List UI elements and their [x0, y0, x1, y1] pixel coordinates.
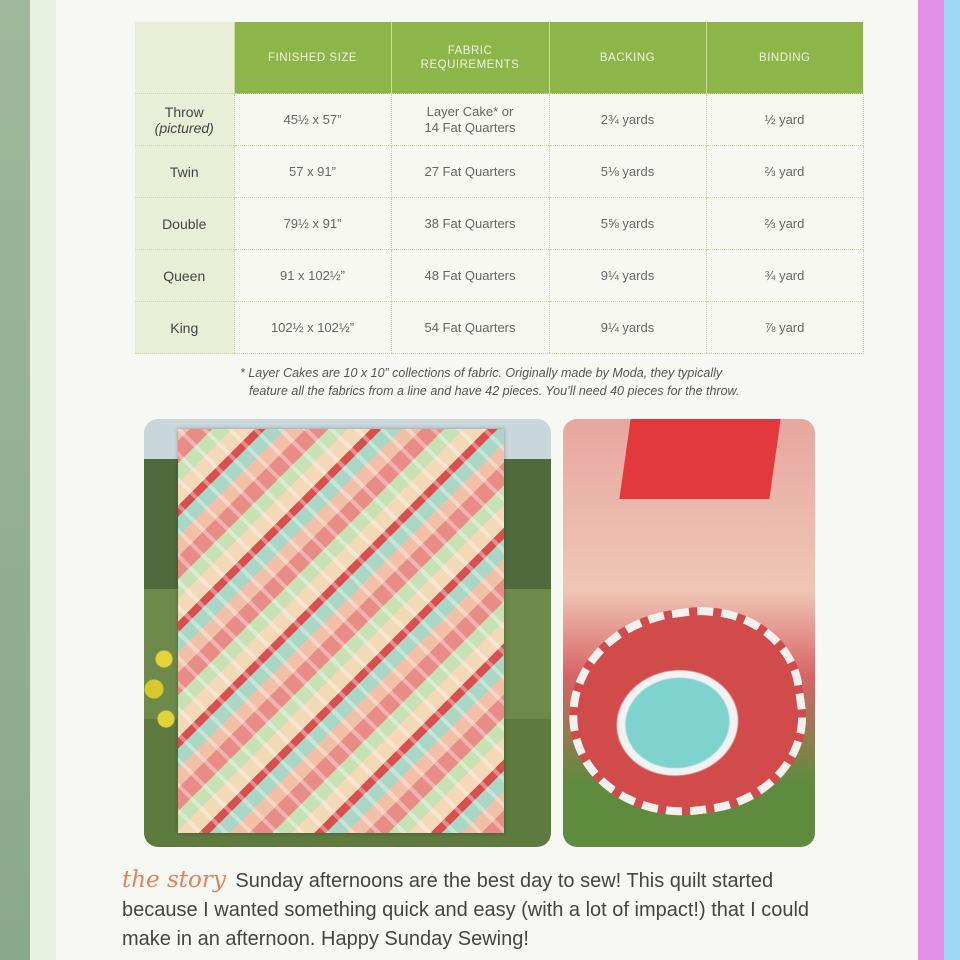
fabric-cell [391, 94, 549, 146]
table-row [135, 302, 863, 354]
finished-size-cell: 79½ x 91” [234, 198, 391, 250]
header-backing: BACKING [549, 22, 706, 94]
fabric-cell: 38 Fat Quarters [391, 198, 549, 250]
herringbone-quilt [178, 429, 504, 833]
table-row [135, 146, 863, 198]
finished-size-cell: 57 x 91” [234, 146, 391, 198]
table-row [135, 198, 863, 250]
row-name-cell [135, 94, 234, 146]
row-note: (pictured) [154, 119, 214, 136]
header-binding: BINDING [706, 22, 863, 94]
story-paragraph [122, 866, 842, 954]
rolled-quilt-photo [563, 419, 815, 847]
row-name-cell: Double [135, 198, 234, 250]
fabric-cell: 54 Fat Quarters [391, 302, 549, 354]
footnote-line-1: * Layer Cakes are 10 x 10” collections of fabric. Originally made by Moda, they typically [240, 366, 723, 380]
footnote-line-2: feature all the fabrics from a line and have 42 pieces. You’ll need 40 pieces for the throw. [249, 384, 740, 398]
right-border-strip-blue [944, 0, 960, 960]
finished-size-cell: 102½ x 102½” [234, 302, 391, 354]
table-row [135, 250, 863, 302]
backing-cell: 5⅝ yards [549, 198, 706, 250]
row-name-cell: Queen [135, 250, 234, 302]
row-name: Throw [164, 103, 204, 120]
fabric-cell: 27 Fat Quarters [391, 146, 549, 198]
finished-size-cell: 45½ x 57” [234, 94, 391, 146]
binding-cell: ¾ yard [706, 250, 863, 302]
left-border-strip-light [30, 0, 56, 960]
table-header-corner [135, 22, 234, 94]
story-text: Sunday afternoons are the best day to sew! This quilt started because I wanted something quick and easy (with a lot of impact!) that I could make in an afternoon. Happy Sunday Sewing! [122, 870, 810, 950]
table-header-row [135, 22, 863, 94]
quilt-size-table [135, 22, 864, 354]
left-border-strip-dark [0, 0, 30, 960]
right-border-strip-pink [918, 0, 944, 960]
backing-cell: 9¼ yards [549, 302, 706, 354]
fabric-cell: 48 Fat Quarters [391, 250, 549, 302]
fabric-line-1: Layer Cake* or [426, 103, 514, 119]
backing-cell: 5⅛ yards [549, 146, 706, 198]
yellow-flowers [144, 629, 178, 739]
table-row [135, 94, 863, 146]
backing-cell: 2¾ yards [549, 94, 706, 146]
header-finished-size: FINISHED SIZE [234, 22, 391, 94]
rolled-quilt-binding [563, 594, 815, 831]
binding-cell: ½ yard [706, 94, 863, 146]
layer-cake-footnote [240, 364, 840, 400]
backing-cell: 9¼ yards [549, 250, 706, 302]
finished-size-cell: 91 x 102½” [234, 250, 391, 302]
red-fabric-patch [619, 419, 780, 499]
binding-cell: ⅞ yard [706, 302, 863, 354]
quilt-hanging-photo [144, 419, 551, 847]
header-fabric-requirements-label: FABRIC REQUIREMENTS [420, 44, 520, 71]
row-name-cell: Twin [135, 146, 234, 198]
binding-cell: ⅔ yard [706, 198, 863, 250]
story-kicker: the story [122, 867, 226, 893]
binding-cell: ⅔ yard [706, 146, 863, 198]
fabric-line-2: 14 Fat Quarters [424, 119, 516, 135]
row-name-cell: King [135, 302, 234, 354]
header-fabric-requirements [391, 22, 549, 94]
